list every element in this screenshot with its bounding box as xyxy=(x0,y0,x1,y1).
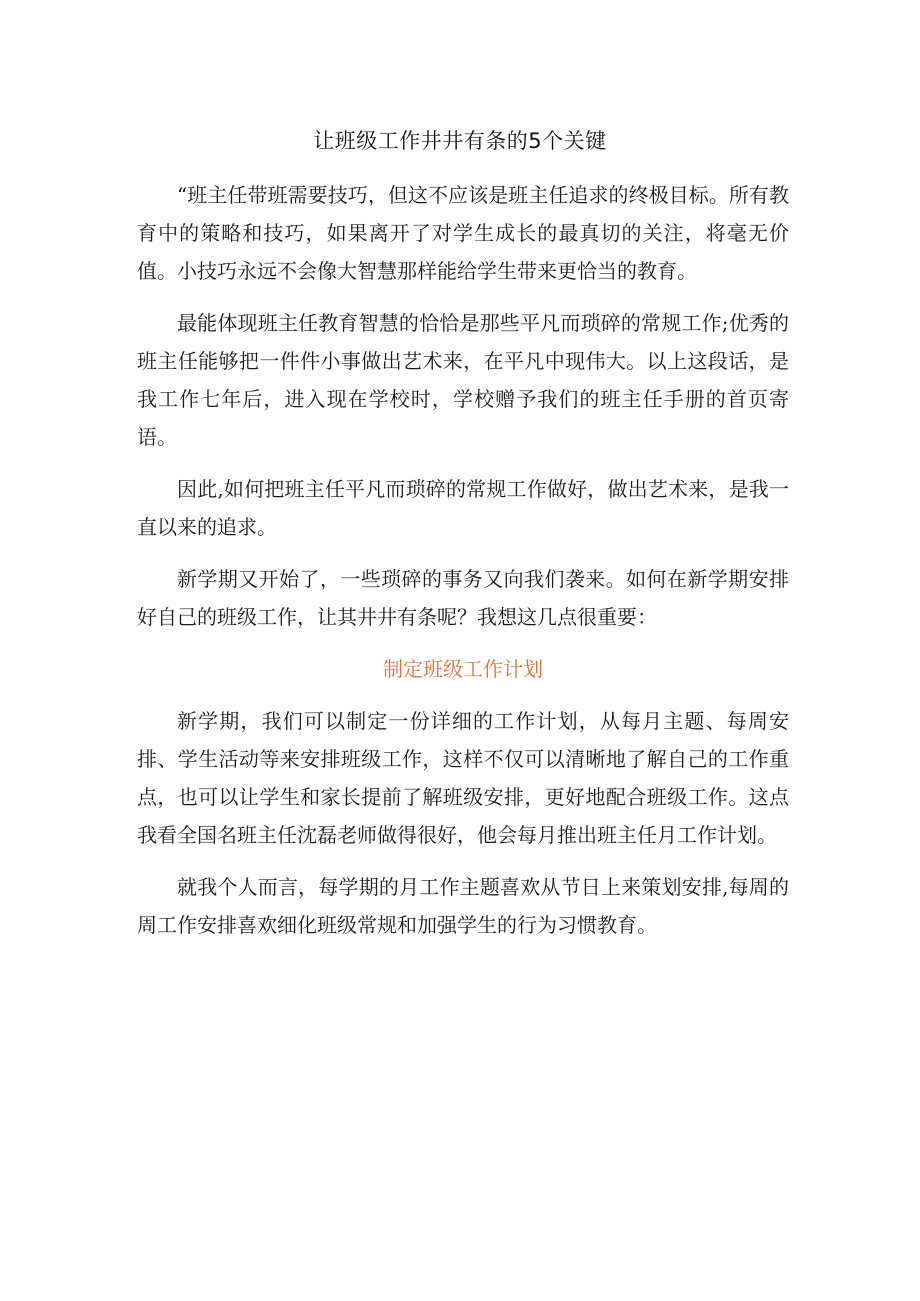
paragraph-quote: “班主任带班需要技巧，但这不应该是班主任追求的终极目标。所有教育中的策略和技巧，如果离开了对学生成长的最真切的关注，将毫无价值。小技巧永远不会像大智慧那样能给学生带来更恰当的教育。 xyxy=(137,183,789,283)
document-body xyxy=(137,176,789,958)
paragraph-wisdom: 最能体现班主任教育智慧的恰恰是那些平凡而琐碎的常规工作;优秀的班主任能够把一件件小事做出艺术来，在平凡中现伟大。以上这段话，是我工作七年后，进入现在学校时，学校赠予我们的班主任手册的首页寄语。 xyxy=(137,311,789,449)
document-title: 让班级工作井井有条的5个关键 xyxy=(313,129,607,153)
paragraph-pursuit: 因此,如何把班主任平凡而琐碎的常规工作做好，做出艺术来，是我一直以来的追求。 xyxy=(137,477,789,539)
paragraph-personal-practice: 就我个人而言，每学期的月工作主题喜欢从节日上来策划安排,每周的周工作安排喜欢细化班级常规和加强学生的行为习惯教育。 xyxy=(137,875,789,937)
section-heading-work-plan: 制定班级工作计划 xyxy=(383,657,543,681)
paragraph-new-semester: 新学期又开始了，一些琐碎的事务又向我们袭来。如何在新学期安排好自己的班级工作，让其井井有条呢？我想这几点很重要： xyxy=(137,567,789,629)
paragraph-work-plan: 新学期，我们可以制定一份详细的工作计划，从每月主题、每周安排、学生活动等来安排班级工作，这样不仅可以清晰地了解自己的工作重点，也可以让学生和家长提前了解班级安排，更好地配合班级工作。这点我看全国名班主任沈磊老师做得很好，他会每月推出班主任月工作计划。 xyxy=(137,709,789,847)
